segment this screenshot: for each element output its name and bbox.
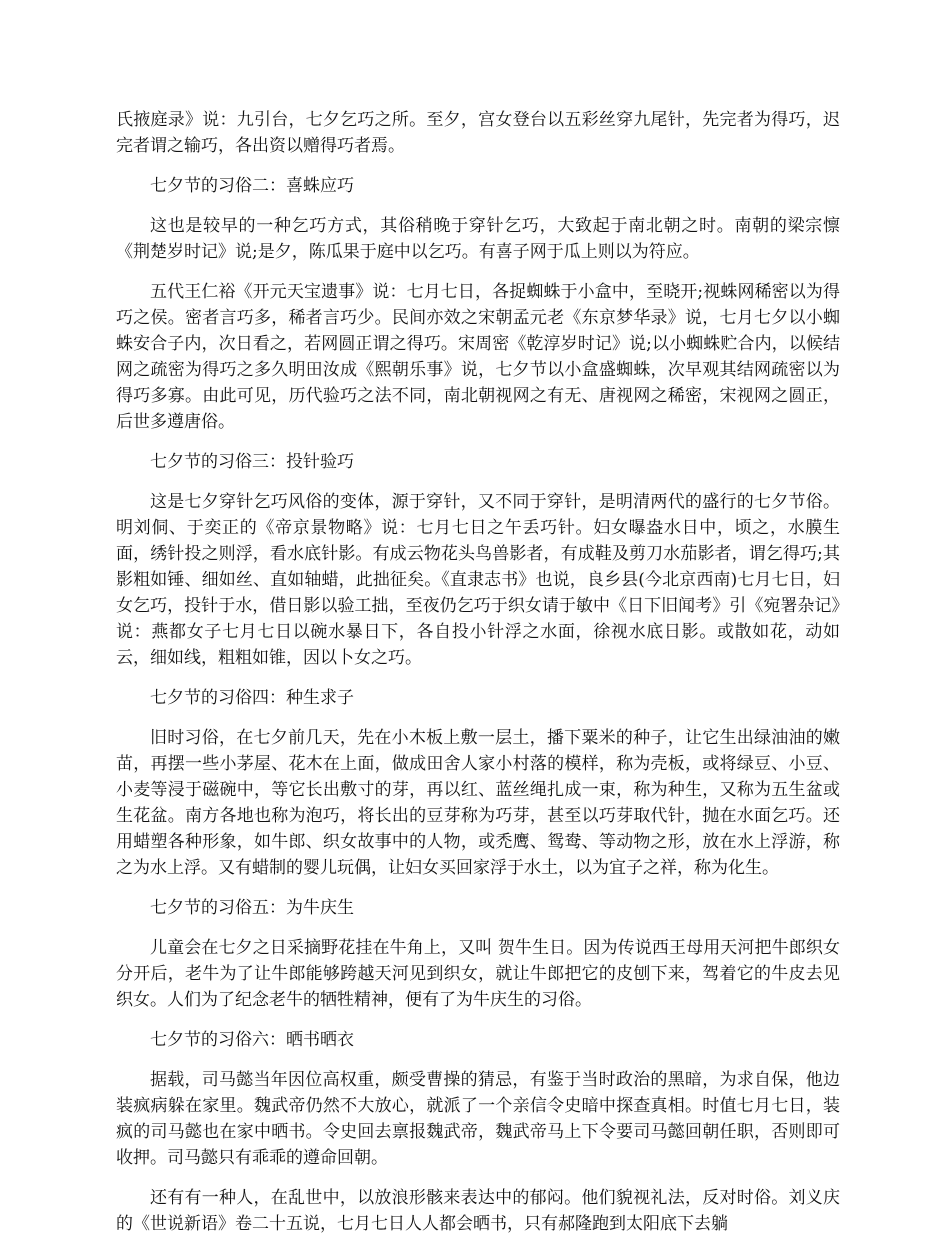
paragraph-sprouting: 旧时习俗，在七夕前几天，先在小木板上敷一层土，播下粟米的种子，让它生出绿油油的嫩苗，再摆一些小茅屋、花木在上面，做成田舍人家小村落的模样，称为壳板，或将绿豆、小豆、小麦等浸于磁碗中，等它长出敷寸的芽，再以红、蓝丝绳扎成一束，称为种生，又称为五生盆或生花盆。南方各地也称为泡巧，将长出的豆芽称为巧芽，甚至以巧芽取代针，抛在水面乞巧。还用蜡塑各种形象，如牛郎、织女故事中的人物，或禿鹰、鸳鸯、等动物之形，放在水上浮游，称之为水上浮。又有蜡制的婴儿玩偶，让妇女买回家浮于水土，以为宜子之祥，称为化生。 xyxy=(116,728,840,878)
paragraph-spider-history: 五代王仁裕《开元天宝遗事》说：七月七日，各捉蜘蛛于小盒中，至晓开;视蛛网稀密以为得巧之侯。密者言巧多，稀者言巧少。民间亦效之宋朝孟元老《东京梦华录》说，七月七夕以小蜘蛛安合子内，次日看之，若网圆正谓之得巧。宋周密《乾淳岁时记》说;以小蜘蛛贮合内，以候结网之疏密为得巧之多久明田汝成《熙朝乐事》说，七夕节以小盒盛蜘蛛，次早观其结网疏密以为得巧多寡。由此可见，历代验巧之法不同，南北朝视网之有无、唐视网之稀密，宋视网之圆正，后世多遵唐俗。 xyxy=(116,282,840,432)
paragraph-spider-origin: 这也是较早的一种乞巧方式，其俗稍晚于穿针乞巧，大致起于南北朝之时。南朝的梁宗懔《荆楚岁时记》说;是夕，陈瓜果于庭中以乞巧。有喜子网于瓜上则以为符应。 xyxy=(116,216,840,262)
section-heading-3: 七夕节的习俗三：投针验巧 xyxy=(150,452,354,472)
paragraph-intro-continuation: 氏掖庭录》说：九引台，七夕乞巧之所。至夕，宫女登台以五彩丝穿九尾针，先完者为得巧，迟完者谓之输巧，各出资以赠得巧者焉。 xyxy=(116,110,840,156)
section-heading-5: 七夕节的习俗五：为牛庆生 xyxy=(150,898,354,918)
paragraph-hao-long: 还有有一种人，在乱世中，以放浪形骸来表达中的郁闷。他们貌视礼法，反对时俗。刘义庆的《世说新语》卷二十五说，七月七日人人都会晒书，只有郝隆跑到太阳底下去躺 xyxy=(116,1188,840,1234)
section-heading-6: 七夕节的习俗六：晒书晒衣 xyxy=(150,1030,354,1050)
section-heading-4: 七夕节的习俗四：种生求子 xyxy=(150,688,354,708)
paragraph-sima-yi: 据载，司马懿当年因位高权重，颇受曹操的猜忌，有鉴于当时政治的黑暗，为求自保，他边装疯病躲在家里。魏武帝仍然不大放心，就派了一个亲信令史暗中探查真相。时值七月七日，装疯的司马懿也在家中晒书。令史回去禀报魏武帝，魏武帝马上下令要司马懿回朝任职，否则即可收押。司马懿只有乖乖的遵命回朝。 xyxy=(116,1070,840,1168)
document-page xyxy=(116,107,840,1251)
paragraph-ox-birthday: 儿童会在七夕之日采摘野花挂在牛角上，又叫 贺牛生日。因为传说西王母用天河把牛郎织女分开后，老牛为了让牛郎能够跨越天河见到织女，就让牛郎把它的皮刨下来，驾着它的牛皮去见织女。人们为了纪念老牛的牺牲精神，便有了为牛庆生的习俗。 xyxy=(116,938,840,1010)
section-heading-2: 七夕节的习俗二：喜蛛应巧 xyxy=(150,176,354,196)
paragraph-needle-test: 这是七夕穿针乞巧风俗的变体，源于穿针，又不同于穿针，是明清两代的盛行的七夕节俗。明刘侗、于奕正的《帝京景物略》说：七月七日之午丢巧针。妇女曝盎水日中，顷之，水膜生面，绣针投之则浮，看水底针影。有成云物花头鸟兽影者，有成鞋及剪刀水茄影者，谓乞得巧;其影粗如锤、细如丝、直如轴蜡，此拙征矣。《直隶志书》也说，良乡县(今北京西南)七月七日，妇女乞巧，投针于水，借日影以验工拙，至夜仍乞巧于织女请于敏中《日下旧闻考》引《宛署杂记》说：燕都女子七月七日以碗水暴日下，各自投小针浮之水面，徐视水底日影。或散如花，动如云，细如线，粗粗如锥，因以卜女之巧。 xyxy=(116,492,840,668)
